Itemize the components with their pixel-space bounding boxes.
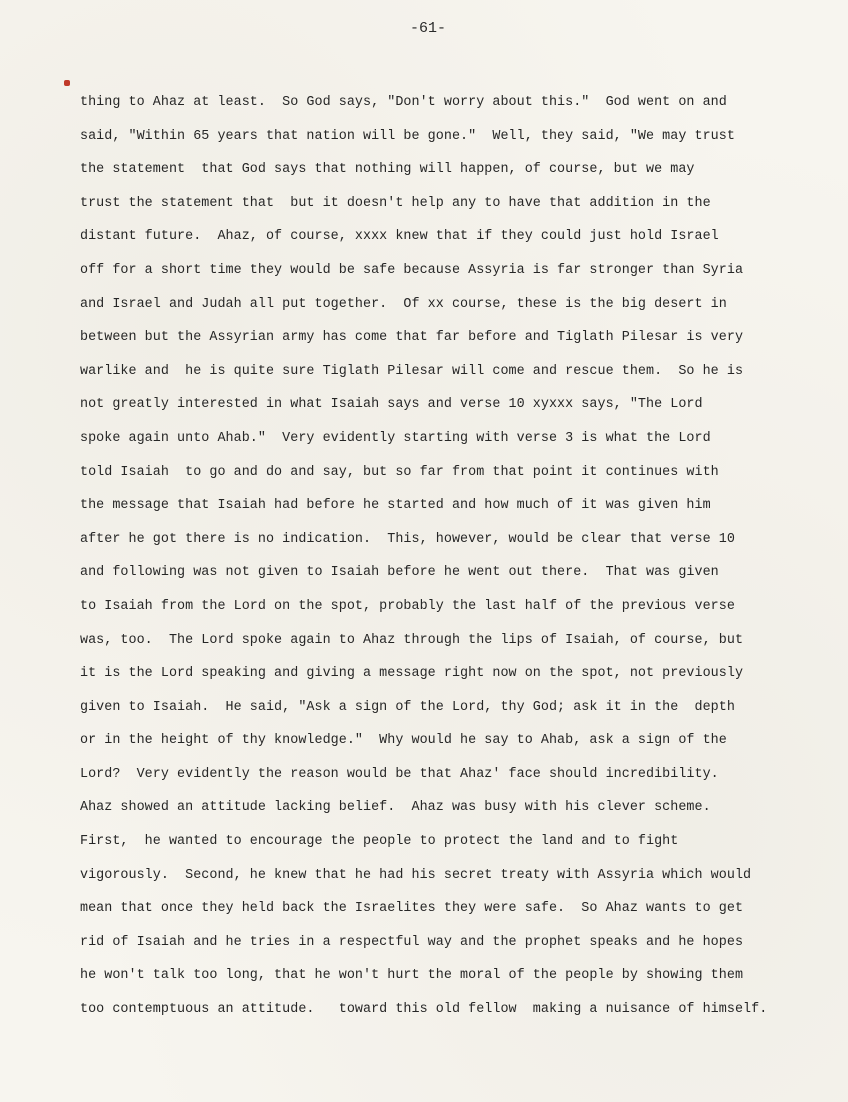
text-line: he won't talk too long, that he won't hurt the moral of the people by showing them — [80, 968, 744, 984]
text-line: and Israel and Judah all put together. Of xx course, these is the big desert in — [80, 296, 727, 312]
text-line: Ahaz showed an attitude lacking belief. Ahaz was busy with his clever scheme. — [80, 800, 711, 816]
text-line: thing to Ahaz at least. So God says, "Don't worry about this." God went on and — [80, 95, 727, 110]
text-line: Lord? Very evidently the reason would be that Ahaz' face should incredibility. — [80, 766, 719, 782]
text-line: trust the statement that but it doesn't help any to have that addition in the — [80, 195, 711, 211]
text-line: after he got there is no indication. This, however, would be clear that verse 10 — [80, 531, 735, 547]
margin-mark — [64, 80, 70, 86]
text-line: distant future. Ahaz, of course, xxxx knew that if they could just hold Israel — [80, 229, 719, 245]
text-line: not greatly interested in what Isaiah says and verse 10 xyxxx says, "The Lord — [80, 397, 703, 413]
text-line: off for a short time they would be safe because Assyria is far stronger than Syria — [80, 262, 744, 278]
text-line: rid of Isaiah and he tries in a respectful way and the prophet speaks and he hopes — [80, 934, 744, 950]
text-line: told Isaiah to go and do and say, but so far from that point it continues with — [80, 464, 719, 480]
text-line: or in the height of thy knowledge." Why would he say to Ahab, ask a sign of the — [80, 733, 727, 749]
text-line: the message that Isaiah had before he started and how much of it was given him — [80, 498, 711, 514]
text-line: it is the Lord speaking and giving a message right now on the spot, not previously — [80, 666, 744, 682]
text-line: and following was not given to Isaiah before he went out there. That was given — [80, 565, 719, 581]
text-line: mean that once they held back the Israelites they were safe. So Ahaz wants to get — [80, 901, 744, 917]
text-line: vigorously. Second, he knew that he had his secret treaty with Assyria which would — [80, 867, 752, 883]
body-text — [80, 95, 780, 1036]
text-line: First, he wanted to encourage the people to protect the land and to fight — [80, 834, 679, 850]
text-line: spoke again unto Ahab." Very evidently starting with verse 3 is what the Lord — [80, 430, 711, 446]
text-line: said, "Within 65 years that nation will be gone." Well, they said, "We may trust — [80, 128, 735, 144]
text-line: too contemptuous an attitude. toward this old fellow making a nuisance of himself. — [80, 1002, 768, 1018]
text-line: warlike and he is quite sure Tiglath Pilesar will come and rescue them. So he is — [80, 363, 744, 379]
text-line: was, too. The Lord spoke again to Ahaz through the lips of Isaiah, of course, but — [80, 632, 744, 648]
text-line: to Isaiah from the Lord on the spot, probably the last half of the previous verse — [80, 598, 735, 614]
page-number: -61- — [410, 20, 447, 37]
text-line: between but the Assyrian army has come that far before and Tiglath Pilesar is very — [80, 330, 744, 346]
text-line: given to Isaiah. He said, "Ask a sign of the Lord, thy God; ask it in the depth — [80, 699, 735, 715]
text-line: the statement that God says that nothing will happen, of course, but we may — [80, 162, 695, 178]
